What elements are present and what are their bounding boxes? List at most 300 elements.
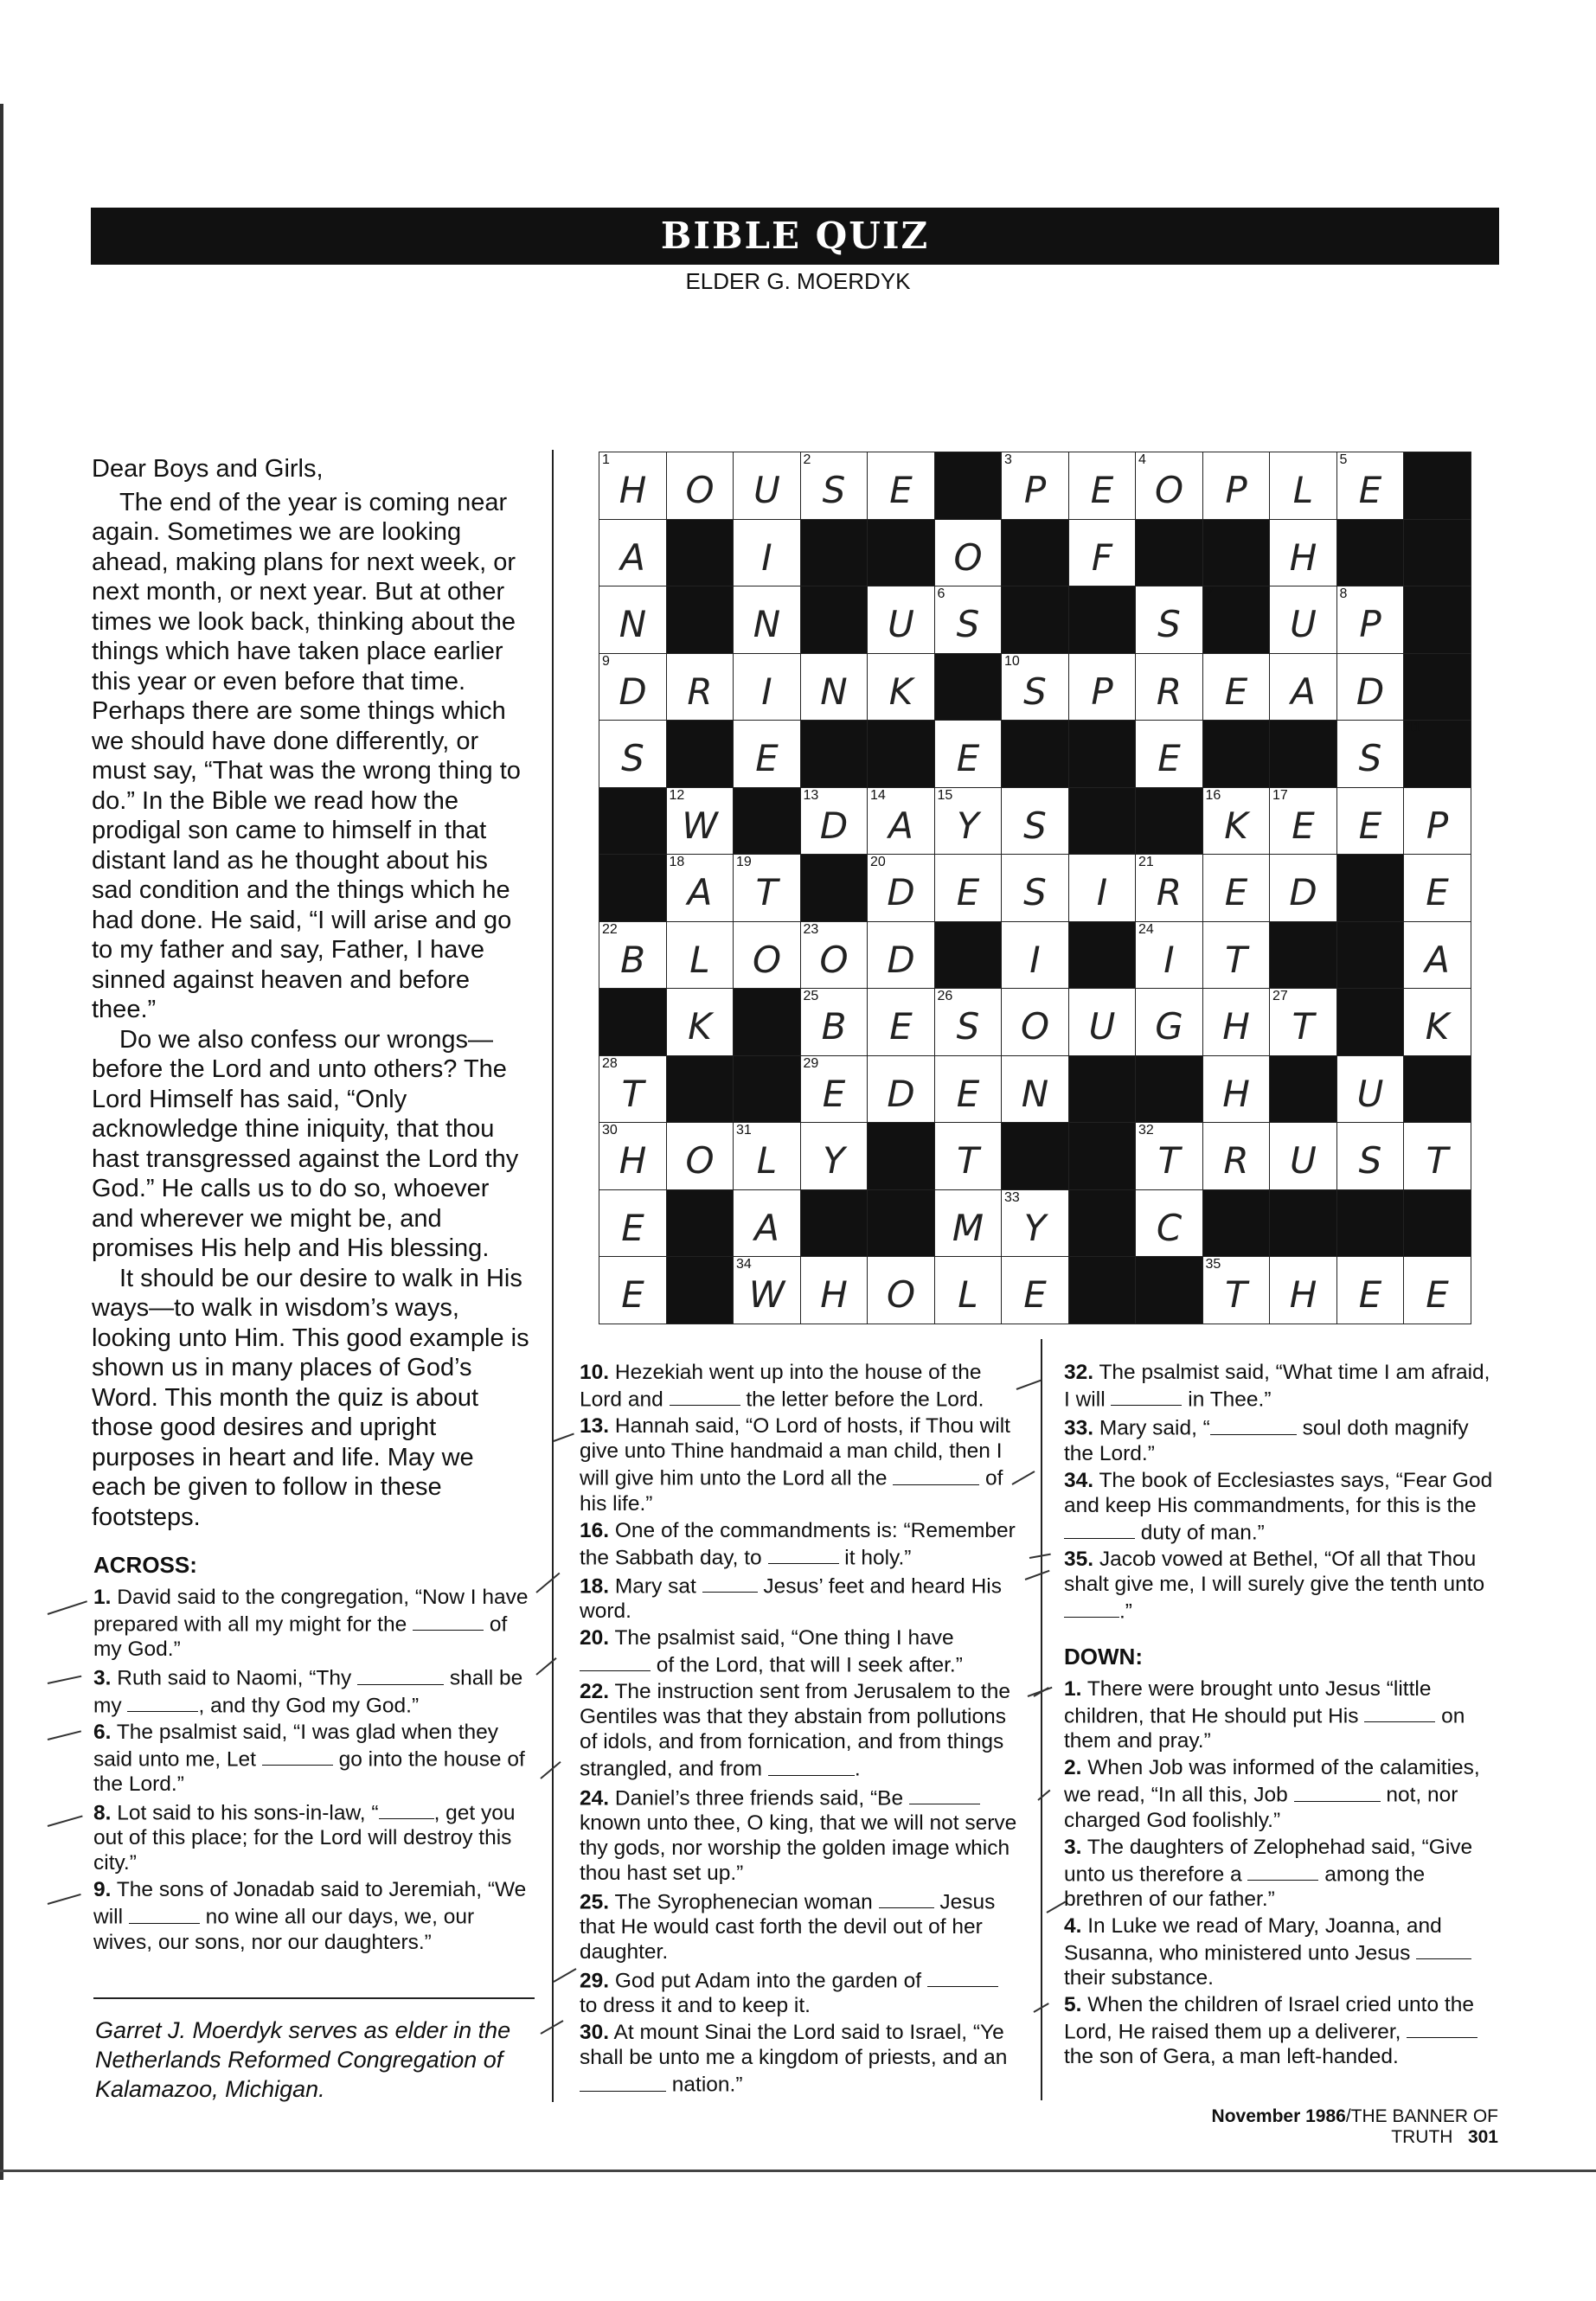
grid-cell[interactable] (934, 1189, 1003, 1258)
down-clue (1064, 1835, 1501, 1912)
answer-blank (1064, 1518, 1135, 1539)
cell-number: 3 (1004, 452, 1012, 467)
grid-cell[interactable] (1001, 787, 1069, 856)
grid-cell[interactable] (867, 787, 935, 856)
grid-block (1403, 1189, 1471, 1258)
tick-mark (48, 1894, 81, 1905)
clue-text: , and thy God my God.” (198, 1693, 420, 1717)
handwritten-letter: O (886, 1273, 916, 1316)
grid-cell[interactable] (1269, 1122, 1337, 1190)
down-clue (1064, 1755, 1501, 1832)
grid-cell[interactable] (1403, 921, 1471, 990)
grid-cell[interactable] (1068, 452, 1137, 520)
handwritten-letter: A (620, 535, 645, 579)
grid-cell[interactable] (666, 452, 734, 520)
cell-number: 10 (1004, 653, 1020, 669)
down-heading: DOWN: (1064, 1644, 1143, 1670)
grid-cell[interactable] (934, 1055, 1003, 1124)
grid-cell[interactable] (800, 653, 869, 721)
grid-cell[interactable] (666, 787, 734, 856)
handwritten-letter: N (753, 603, 781, 645)
across-clue (580, 1360, 1019, 1412)
handwritten-letter: E (1224, 871, 1248, 913)
grid-cell[interactable] (1202, 921, 1271, 990)
clue-number: 3. (93, 1666, 112, 1690)
grid-cell[interactable] (733, 519, 801, 587)
grid-cell[interactable] (733, 720, 801, 788)
handwritten-letter: E (755, 737, 779, 779)
cell-number: 14 (870, 787, 886, 803)
grid-cell[interactable] (1135, 586, 1203, 654)
grid-cell[interactable] (934, 586, 1003, 654)
grid-cell[interactable] (1068, 653, 1137, 721)
grid-block (599, 988, 667, 1056)
grid-cell[interactable] (800, 988, 869, 1056)
handwritten-letter: H (619, 1139, 647, 1182)
handwritten-letter: K (688, 1005, 712, 1048)
cell-number: 2 (803, 452, 811, 467)
handwritten-letter: L (1292, 469, 1314, 511)
grid-block (599, 787, 667, 856)
clue-number: 35. (1064, 1547, 1094, 1571)
cell-number: 18 (669, 855, 685, 869)
clue-text: go into the house of the Lord.” (93, 1747, 525, 1797)
grid-cell[interactable] (1202, 452, 1271, 520)
grid-cell[interactable] (934, 787, 1003, 856)
handwritten-letter: U (1290, 1139, 1317, 1182)
author-credit: Garret J. Moerdyk serves as elder in the Netherlands Reformed Congregation of Kalamazoo, Michigan. (95, 2017, 511, 2102)
clue-text: in Thee.” (1182, 1388, 1272, 1412)
grid-cell[interactable] (666, 921, 734, 990)
cell-number: 1 (602, 452, 610, 467)
grid-cell[interactable] (599, 519, 667, 587)
across-clue (93, 1798, 535, 1875)
grid-cell[interactable] (800, 921, 869, 990)
answer-blank (927, 1966, 998, 1987)
column-divider-right (1041, 1339, 1042, 2100)
grid-cell[interactable] (934, 854, 1003, 922)
cell-number: 5 (1339, 452, 1348, 467)
clue-number: 29. (580, 1969, 610, 1993)
grid-cell[interactable] (867, 988, 935, 1056)
grid-cell[interactable] (599, 1055, 667, 1124)
clue-text: Hezekiah went up into the house of the Lord and (580, 1361, 982, 1412)
clue-text: David said to the congregation, “Now I have prepared with all my might for the (93, 1586, 529, 1637)
across-clue (580, 1679, 1019, 1781)
clue-number: 18. (580, 1574, 610, 1599)
across-heading: ACROSS: (93, 1552, 197, 1578)
handwritten-letter: E (1426, 1273, 1449, 1316)
grid-cell[interactable] (599, 1256, 667, 1324)
grid-block (1403, 720, 1471, 788)
grid-cell[interactable] (1403, 1256, 1471, 1324)
grid-block (934, 653, 1003, 721)
clue-text: their substance. (1064, 1966, 1214, 1990)
grid-cell[interactable] (1336, 720, 1405, 788)
across-clues-column (93, 1553, 535, 1957)
handwritten-letter: E (1090, 469, 1114, 511)
grid-cell[interactable] (666, 653, 734, 721)
grid-cell[interactable] (867, 1055, 935, 1124)
clue-number: 8. (93, 1801, 112, 1825)
grid-cell[interactable] (934, 988, 1003, 1056)
tick-mark (48, 1676, 82, 1684)
across-clue (580, 1572, 1019, 1624)
clue-text: not, nor charged God foolishly.” (1064, 1783, 1458, 1832)
clue-text: Ruth said to Naomi, “Thy (117, 1666, 358, 1690)
clue-number: 22. (580, 1680, 610, 1704)
clue-number: 25. (580, 1890, 610, 1914)
clue-text: At mount Sinai the Lord said to Israel, “Ye shall be unto me a kingdom of priests, and an (580, 2021, 1008, 2070)
grid-block (1001, 1122, 1069, 1190)
letter-paragraph-2: Do we also confess our wrongs—before the Lord and unto others? The Lord Himself has said, “Only acknowledge thine iniquity, that thou hast transgressed against the Lord thy God.” He calls us to do so, whoever and wherever we might be, and promises His help and His blessing. (92, 1025, 519, 1262)
cell-number: 24 (1138, 921, 1154, 937)
answer-blank (1247, 1860, 1318, 1881)
grid-cell[interactable] (1202, 854, 1271, 922)
grid-cell[interactable] (733, 653, 801, 721)
down-clue (1064, 1913, 1501, 1990)
answer-blank (379, 1798, 434, 1819)
clue-text: shall be my (93, 1666, 523, 1717)
handwritten-letter: E (1292, 804, 1315, 847)
grid-cell[interactable] (1202, 787, 1271, 856)
clue-text: The psalmist said, “What time I am afraid, I will (1064, 1361, 1490, 1412)
clue-number: 30. (580, 2021, 610, 2045)
grid-cell[interactable] (1001, 653, 1069, 721)
handwritten-letter: E (956, 871, 980, 913)
scan-edge-bottom (0, 2170, 1596, 2172)
clue-number: 3. (1064, 1835, 1082, 1859)
answer-blank (1364, 1702, 1435, 1722)
column-divider-left (552, 450, 554, 2102)
clues-right-column (1064, 1360, 1501, 2071)
handwritten-letter: O (1020, 1005, 1050, 1048)
grid-cell[interactable] (1068, 854, 1137, 922)
grid-cell[interactable] (1135, 720, 1203, 788)
grid-block (1403, 519, 1471, 587)
grid-cell[interactable] (1135, 452, 1203, 520)
clue-number: 9. (93, 1878, 112, 1902)
grid-cell[interactable] (1068, 988, 1137, 1056)
grid-block (666, 1189, 734, 1258)
grid-block (1068, 1189, 1137, 1258)
handwritten-letter: I (761, 535, 772, 579)
grid-cell[interactable] (1269, 519, 1337, 587)
cell-number: 35 (1205, 1257, 1221, 1272)
handwritten-letter: G (1155, 1005, 1183, 1048)
clue-text: the son of Gera, a man left-handed. (1064, 2045, 1399, 2069)
grid-block (1269, 1055, 1337, 1124)
grid-cell[interactable] (800, 1122, 869, 1190)
grid-block (1135, 519, 1203, 587)
handwritten-letter: K (1425, 1005, 1450, 1048)
grid-cell[interactable] (733, 1122, 801, 1190)
cell-number: 12 (669, 787, 685, 803)
handwritten-letter: E (621, 1206, 644, 1249)
answer-blank (1064, 1597, 1119, 1618)
grid-cell[interactable] (800, 452, 869, 520)
grid-cell[interactable] (1336, 653, 1405, 721)
handwritten-letter: T (1225, 938, 1247, 981)
cell-number: 33 (1004, 1189, 1020, 1205)
grid-cell[interactable] (1336, 452, 1405, 520)
grid-block (867, 519, 935, 587)
grid-cell[interactable] (733, 586, 801, 654)
grid-cell[interactable] (934, 720, 1003, 788)
handwritten-letter: A (1425, 938, 1450, 981)
grid-cell[interactable] (867, 653, 935, 721)
handwritten-letter: Y (823, 1139, 845, 1182)
grid-block (1135, 1256, 1203, 1324)
grid-cell[interactable] (1403, 1122, 1471, 1190)
clue-text: The sons of Jonadab said to Jeremiah, “We will (93, 1878, 527, 1929)
cell-number: 7 (1205, 586, 1214, 601)
clue-text: it holy.” (838, 1545, 912, 1569)
handwritten-letter: O (685, 1139, 715, 1182)
clue-number: 1. (1064, 1677, 1082, 1702)
grid-cell[interactable] (1202, 1122, 1271, 1190)
grid-cell[interactable] (1269, 452, 1337, 520)
grid-block (1403, 586, 1471, 654)
handwritten-letter: E (1358, 1273, 1382, 1316)
clue-text: In Luke we read of Mary, Joanna, and Susanna, who ministered unto Jesus (1064, 1913, 1442, 1965)
handwritten-letter: L (958, 1273, 978, 1316)
clue-text: among the brethren of our father.” (1064, 1862, 1426, 1911)
handwritten-letter: U (888, 603, 914, 645)
grid-cell[interactable] (733, 1189, 801, 1258)
grid-cell[interactable] (1403, 854, 1471, 922)
grid-cell[interactable] (1403, 988, 1471, 1056)
handwritten-letter: H (1222, 1005, 1250, 1048)
across-clue (1064, 1413, 1501, 1465)
grid-cell[interactable] (1068, 519, 1137, 587)
handwritten-letter: I (1163, 938, 1175, 981)
grid-cell[interactable] (1202, 988, 1271, 1056)
grid-cell[interactable] (1001, 1256, 1069, 1324)
grid-cell[interactable] (599, 452, 667, 520)
handwritten-letter: E (1157, 737, 1181, 779)
grid-cell[interactable] (1403, 787, 1471, 856)
grid-block (733, 988, 801, 1056)
clue-text: The psalmist said, “One thing I have (614, 1626, 954, 1650)
grid-cell[interactable] (1336, 586, 1405, 654)
clue-number: 6. (93, 1720, 112, 1744)
crossword-grid[interactable] (599, 452, 1498, 1317)
clue-text: duty of man.” (1135, 1520, 1265, 1544)
credit-rule (93, 1997, 535, 1999)
cell-number: 4 (1138, 452, 1146, 467)
grid-cell[interactable] (800, 787, 869, 856)
answer-blank (893, 1464, 979, 1484)
clue-text: When Job was informed of the calamities, we read, “In all this, Job (1064, 1756, 1480, 1807)
clue-text: Mary sat (614, 1574, 702, 1599)
handwritten-letter: T (1157, 1139, 1181, 1182)
grid-cell[interactable] (867, 921, 935, 990)
letter-paragraph-3: It should be our desire to walk in His ways—to walk in wisdom’s ways, looking unto Him. This good example is shown us in many places of God’s Word. This month the quiz is about those good desires and upright purposes in heart and life. May we each be given to follow in these footsteps. (92, 1264, 529, 1531)
clues-middle-column (580, 1360, 1019, 2099)
handwritten-letter: E (822, 1072, 846, 1115)
handwritten-letter: E (956, 1072, 980, 1115)
grid-cell[interactable] (599, 586, 667, 654)
tick-mark (1047, 1901, 1067, 1913)
handwritten-letter: D (619, 670, 647, 713)
grid-block (1001, 519, 1069, 587)
cell-number: 29 (803, 1055, 819, 1071)
grid-cell[interactable] (1269, 787, 1337, 856)
handwritten-letter: P (1359, 603, 1381, 645)
grid-cell[interactable] (666, 1122, 734, 1190)
grid-cell[interactable] (934, 519, 1003, 587)
handwritten-letter: S (1157, 603, 1181, 645)
grid-cell[interactable] (1135, 1122, 1203, 1190)
grid-cell[interactable] (1001, 452, 1069, 520)
clue-number: 33. (1064, 1416, 1094, 1440)
grid-block (1336, 854, 1405, 922)
grid-cell[interactable] (1135, 653, 1203, 721)
grid-cell[interactable] (733, 921, 801, 990)
handwritten-letter: N (1021, 1072, 1049, 1115)
handwritten-letter: E (1358, 469, 1382, 511)
grid-cell[interactable] (1001, 1055, 1069, 1124)
grid-cell[interactable] (733, 854, 801, 922)
answer-blank (768, 1754, 855, 1775)
answer-blank (580, 1650, 651, 1671)
across-clue (580, 1888, 1019, 1965)
clue-text: known unto thee, O king, that we will not serve thy gods, nor worship the golden image which thou hast set up.” (580, 1811, 1017, 1885)
grid-cell[interactable] (1001, 1189, 1069, 1258)
handwritten-letter: A (888, 804, 913, 847)
across-clue (93, 1720, 535, 1797)
grid-cell[interactable] (934, 1256, 1003, 1324)
handwritten-letter: O (953, 535, 983, 579)
handwritten-letter: T (1292, 1005, 1315, 1048)
grid-cell[interactable] (1202, 653, 1271, 721)
grid-cell[interactable] (1135, 1189, 1203, 1258)
grid-cell[interactable] (867, 1256, 935, 1324)
cell-number: 16 (1205, 787, 1221, 803)
grid-block (666, 519, 734, 587)
grid-cell[interactable] (666, 988, 734, 1056)
grid-block (800, 519, 869, 587)
handwritten-letter: D (887, 938, 915, 981)
grid-cell[interactable] (867, 854, 935, 922)
handwritten-letter: M (952, 1206, 984, 1249)
grid-block (934, 452, 1003, 520)
clue-number: 24. (580, 1785, 610, 1810)
grid-cell[interactable] (733, 1256, 801, 1324)
handwritten-letter: E (1224, 670, 1248, 713)
handwritten-letter: W (748, 1273, 785, 1316)
clue-text: nation.” (666, 2073, 743, 2097)
answer-blank (357, 1663, 444, 1684)
handwritten-letter: S (1023, 670, 1047, 713)
grid-cell[interactable] (800, 1055, 869, 1124)
grid-cell[interactable] (1135, 921, 1203, 990)
handwritten-letter: R (1156, 871, 1183, 913)
handwritten-letter: T (1426, 1139, 1449, 1182)
handwritten-letter: U (1290, 603, 1317, 645)
handwritten-letter: H (1289, 535, 1317, 579)
handwritten-letter: H (619, 469, 647, 511)
grid-cell[interactable] (599, 1189, 667, 1258)
cell-number: 22 (602, 921, 618, 937)
handwritten-letter: R (1223, 1139, 1249, 1182)
grid-cell[interactable] (800, 1256, 869, 1324)
clue-text: soul doth magnify the Lord.” (1064, 1416, 1469, 1465)
grid-cell[interactable] (1202, 1256, 1271, 1324)
clue-text: to dress it and to keep it. (580, 1994, 811, 2018)
grid-block (1068, 1122, 1137, 1190)
grid-cell[interactable] (1269, 1256, 1337, 1324)
clue-number: 13. (580, 1414, 610, 1439)
footer-page-number: 301 (1467, 2127, 1498, 2147)
grid-cell[interactable] (1135, 988, 1203, 1056)
across-clue (1064, 1360, 1501, 1412)
grid-cell[interactable] (1001, 921, 1069, 990)
grid-cell[interactable] (599, 653, 667, 721)
grid-cell[interactable] (1001, 854, 1069, 922)
grid-cell[interactable] (1135, 854, 1203, 922)
grid-block (800, 1189, 869, 1258)
grid-cell[interactable] (666, 854, 734, 922)
grid-cell[interactable] (1269, 653, 1337, 721)
grid-block (733, 787, 801, 856)
grid-cell[interactable] (599, 921, 667, 990)
grid-block (800, 586, 869, 654)
grid-cell[interactable] (867, 586, 935, 654)
answer-blank (580, 2070, 666, 2091)
grid-cell[interactable] (1336, 1256, 1405, 1324)
grid-cell[interactable] (1001, 988, 1069, 1056)
grid-block (1001, 586, 1069, 654)
grid-block (733, 1055, 801, 1124)
grid-cell[interactable] (1336, 1055, 1405, 1124)
grid-cell[interactable] (1336, 1122, 1405, 1190)
grid-cell[interactable] (1269, 586, 1337, 654)
grid-cell[interactable] (599, 1122, 667, 1190)
cell-number: 30 (602, 1123, 618, 1138)
grid-cell[interactable] (733, 452, 801, 520)
clue-number: 32. (1064, 1361, 1094, 1384)
grid-cell[interactable] (1336, 787, 1405, 856)
handwritten-letter: H (1289, 1273, 1317, 1316)
clue-text: The Syrophenecian woman (614, 1890, 879, 1914)
grid-cell[interactable] (599, 720, 667, 788)
down-clue (1064, 1992, 1501, 2069)
handwritten-letter: E (1358, 804, 1382, 847)
grid-cell[interactable] (934, 1122, 1003, 1190)
grid-cell[interactable] (867, 452, 935, 520)
grid-block (867, 1189, 935, 1258)
grid-block (867, 1122, 935, 1190)
grid-cell[interactable] (1269, 854, 1337, 922)
footer-date: November 1986 (1211, 2106, 1346, 2126)
grid-cell[interactable] (1202, 1055, 1271, 1124)
grid-block (1336, 988, 1405, 1056)
handwritten-letter: O (1154, 469, 1184, 511)
handwritten-letter: A (1291, 670, 1316, 713)
grid-block (1202, 586, 1271, 654)
clue-number: 2. (1064, 1756, 1082, 1780)
handwritten-letter: E (889, 1005, 913, 1048)
clue-number: 20. (580, 1626, 610, 1650)
grid-cell[interactable] (1269, 988, 1337, 1056)
grid-block (1202, 720, 1271, 788)
grid-block (1202, 1189, 1271, 1258)
cell-number: 8 (1339, 586, 1348, 601)
handwritten-letter: T (1225, 1273, 1247, 1316)
handwritten-letter: C (1156, 1206, 1183, 1249)
